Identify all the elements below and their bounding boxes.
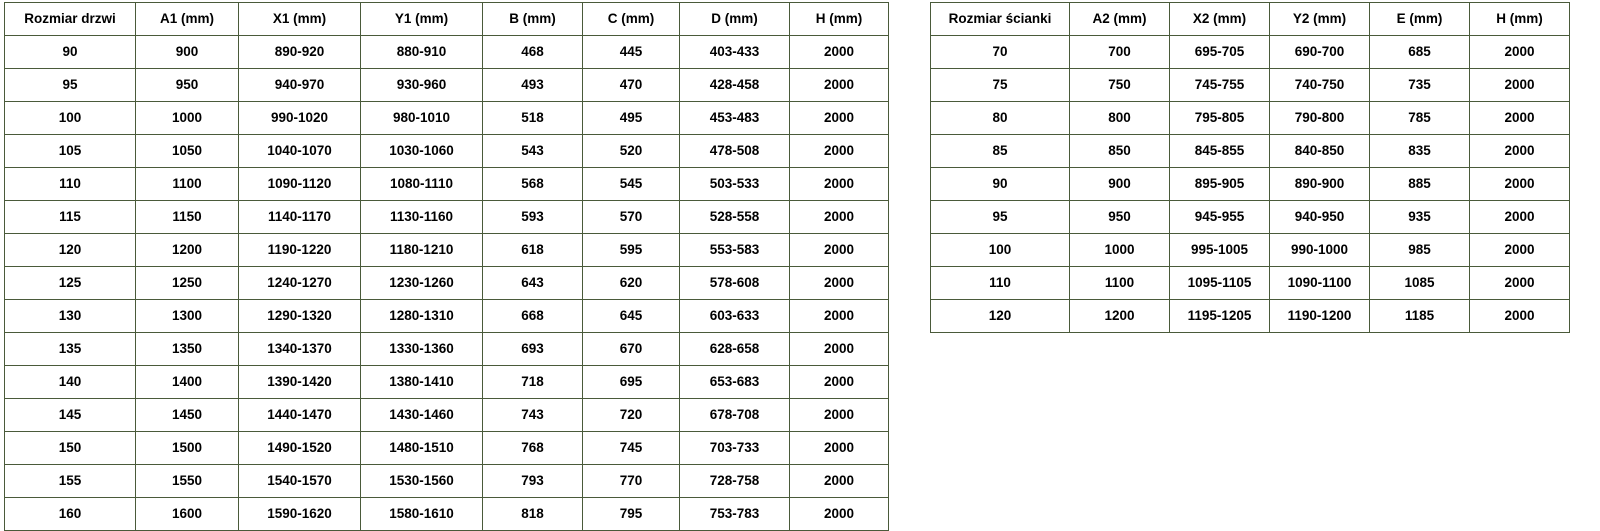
cell: 685	[1370, 36, 1470, 69]
cell: 543	[483, 135, 583, 168]
cell: 100	[931, 234, 1070, 267]
cell: 618	[483, 234, 583, 267]
cell: 1480-1510	[361, 432, 483, 465]
cell: 985	[1370, 234, 1470, 267]
cell: 1190-1200	[1270, 300, 1370, 333]
cell: 80	[931, 102, 1070, 135]
cell: 1095-1105	[1170, 267, 1270, 300]
cell: 1190-1220	[239, 234, 361, 267]
cell: 1050	[136, 135, 239, 168]
column-header-y1: Y1 (mm)	[361, 3, 483, 36]
cell: 593	[483, 201, 583, 234]
cell: 2000	[1470, 69, 1570, 102]
cell: 1090-1120	[239, 168, 361, 201]
column-header-rozmiar-scianki: Rozmiar ścianki	[931, 3, 1070, 36]
table-row	[5, 333, 889, 366]
cell: 1100	[1070, 267, 1170, 300]
cell: 495	[583, 102, 680, 135]
cell: 2000	[790, 267, 889, 300]
cell: 155	[5, 465, 136, 498]
table-row	[931, 69, 1570, 102]
cell: 850	[1070, 135, 1170, 168]
walls-dimensions-table-container	[930, 2, 1570, 333]
cell: 678-708	[680, 399, 790, 432]
column-header-x1: X1 (mm)	[239, 3, 361, 36]
cell: 950	[1070, 201, 1170, 234]
cell: 745-755	[1170, 69, 1270, 102]
cell: 1500	[136, 432, 239, 465]
column-header-rozmiar-drzwi: Rozmiar drzwi	[5, 3, 136, 36]
table-row	[5, 69, 889, 102]
column-header-a2: A2 (mm)	[1070, 3, 1170, 36]
cell: 70	[931, 36, 1070, 69]
cell: 2000	[790, 102, 889, 135]
table-row	[931, 168, 1570, 201]
table-row	[5, 168, 889, 201]
cell: 2000	[790, 201, 889, 234]
cell: 603-633	[680, 300, 790, 333]
cell: 890-920	[239, 36, 361, 69]
cell: 2000	[790, 465, 889, 498]
column-header-c: C (mm)	[583, 3, 680, 36]
column-header-d: D (mm)	[680, 3, 790, 36]
cell: 445	[583, 36, 680, 69]
cell: 890-900	[1270, 168, 1370, 201]
cell: 2000	[790, 399, 889, 432]
cell: 1550	[136, 465, 239, 498]
cell: 2000	[790, 432, 889, 465]
cell: 2000	[790, 135, 889, 168]
table-row	[5, 498, 889, 531]
cell: 1430-1460	[361, 399, 483, 432]
cell: 990-1020	[239, 102, 361, 135]
cell: 743	[483, 399, 583, 432]
table-row	[5, 465, 889, 498]
cell: 2000	[1470, 102, 1570, 135]
column-header-h: H (mm)	[1470, 3, 1570, 36]
table-row	[5, 102, 889, 135]
cell: 668	[483, 300, 583, 333]
cell: 1200	[136, 234, 239, 267]
cell: 880-910	[361, 36, 483, 69]
cell: 1030-1060	[361, 135, 483, 168]
cell: 1200	[1070, 300, 1170, 333]
cell: 528-558	[680, 201, 790, 234]
walls-table-header	[931, 3, 1570, 36]
cell: 1530-1560	[361, 465, 483, 498]
cell: 720	[583, 399, 680, 432]
cell: 1330-1360	[361, 333, 483, 366]
cell: 835	[1370, 135, 1470, 168]
walls-table-body	[931, 36, 1570, 333]
cell: 2000	[1470, 267, 1570, 300]
cell: 135	[5, 333, 136, 366]
cell: 1185	[1370, 300, 1470, 333]
cell: 2000	[1470, 234, 1570, 267]
doors-dimensions-table-container	[4, 2, 889, 531]
cell: 120	[5, 234, 136, 267]
cell: 900	[1070, 168, 1170, 201]
cell: 1400	[136, 366, 239, 399]
cell: 845-855	[1170, 135, 1270, 168]
cell: 818	[483, 498, 583, 531]
column-header-y2: Y2 (mm)	[1270, 3, 1370, 36]
cell: 468	[483, 36, 583, 69]
cell: 768	[483, 432, 583, 465]
cell: 125	[5, 267, 136, 300]
table-row	[5, 135, 889, 168]
table-row	[5, 234, 889, 267]
table-row	[931, 201, 1570, 234]
table-row	[931, 36, 1570, 69]
cell: 1090-1100	[1270, 267, 1370, 300]
cell: 105	[5, 135, 136, 168]
cell: 1600	[136, 498, 239, 531]
cell: 520	[583, 135, 680, 168]
cell: 980-1010	[361, 102, 483, 135]
cell: 1290-1320	[239, 300, 361, 333]
cell: 703-733	[680, 432, 790, 465]
table-row	[931, 135, 1570, 168]
column-header-a1: A1 (mm)	[136, 3, 239, 36]
cell: 1390-1420	[239, 366, 361, 399]
cell: 840-850	[1270, 135, 1370, 168]
table-row	[931, 234, 1570, 267]
cell: 645	[583, 300, 680, 333]
cell: 695-705	[1170, 36, 1270, 69]
cell: 800	[1070, 102, 1170, 135]
cell: 160	[5, 498, 136, 531]
cell: 693	[483, 333, 583, 366]
cell: 1195-1205	[1170, 300, 1270, 333]
cell: 2000	[790, 498, 889, 531]
cell: 995-1005	[1170, 234, 1270, 267]
cell: 1130-1160	[361, 201, 483, 234]
cell: 790-800	[1270, 102, 1370, 135]
cell: 95	[5, 69, 136, 102]
table-header-row	[931, 3, 1570, 36]
cell: 1490-1520	[239, 432, 361, 465]
cell: 695	[583, 366, 680, 399]
cell: 90	[5, 36, 136, 69]
cell: 2000	[790, 36, 889, 69]
cell: 718	[483, 366, 583, 399]
doors-table-header	[5, 3, 889, 36]
cell: 1180-1210	[361, 234, 483, 267]
cell: 690-700	[1270, 36, 1370, 69]
walls-dimensions-table	[930, 2, 1570, 333]
cell: 568	[483, 168, 583, 201]
cell: 753-783	[680, 498, 790, 531]
cell: 785	[1370, 102, 1470, 135]
cell: 140	[5, 366, 136, 399]
cell: 470	[583, 69, 680, 102]
cell: 453-483	[680, 102, 790, 135]
cell: 1000	[1070, 234, 1170, 267]
cell: 1040-1070	[239, 135, 361, 168]
cell: 503-533	[680, 168, 790, 201]
cell: 795-805	[1170, 102, 1270, 135]
cell: 75	[931, 69, 1070, 102]
cell: 1280-1310	[361, 300, 483, 333]
column-header-x2: X2 (mm)	[1170, 3, 1270, 36]
cell: 735	[1370, 69, 1470, 102]
cell: 100	[5, 102, 136, 135]
column-header-e: E (mm)	[1370, 3, 1470, 36]
cell: 428-458	[680, 69, 790, 102]
cell: 750	[1070, 69, 1170, 102]
cell: 700	[1070, 36, 1170, 69]
cell: 770	[583, 465, 680, 498]
table-row	[931, 102, 1570, 135]
table-header-row	[5, 3, 889, 36]
cell: 628-658	[680, 333, 790, 366]
cell: 620	[583, 267, 680, 300]
cell: 2000	[1470, 168, 1570, 201]
cell: 545	[583, 168, 680, 201]
cell: 1140-1170	[239, 201, 361, 234]
cell: 2000	[1470, 135, 1570, 168]
cell: 85	[931, 135, 1070, 168]
cell: 1085	[1370, 267, 1470, 300]
cell: 115	[5, 201, 136, 234]
table-row	[5, 432, 889, 465]
column-header-h: H (mm)	[790, 3, 889, 36]
cell: 940-950	[1270, 201, 1370, 234]
cell: 1000	[136, 102, 239, 135]
cell: 1250	[136, 267, 239, 300]
cell: 2000	[790, 168, 889, 201]
table-row	[931, 300, 1570, 333]
cell: 130	[5, 300, 136, 333]
cell: 110	[931, 267, 1070, 300]
cell: 2000	[1470, 36, 1570, 69]
cell: 578-608	[680, 267, 790, 300]
cell: 940-970	[239, 69, 361, 102]
doors-dimensions-table	[4, 2, 889, 531]
cell: 120	[931, 300, 1070, 333]
cell: 2000	[790, 366, 889, 399]
cell: 150	[5, 432, 136, 465]
cell: 728-758	[680, 465, 790, 498]
cell: 1350	[136, 333, 239, 366]
cell: 95	[931, 201, 1070, 234]
cell: 2000	[1470, 300, 1570, 333]
cell: 1150	[136, 201, 239, 234]
cell: 945-955	[1170, 201, 1270, 234]
cell: 570	[583, 201, 680, 234]
cell: 1240-1270	[239, 267, 361, 300]
table-row	[5, 366, 889, 399]
cell: 2000	[790, 333, 889, 366]
cell: 90	[931, 168, 1070, 201]
cell: 478-508	[680, 135, 790, 168]
table-row	[931, 267, 1570, 300]
cell: 403-433	[680, 36, 790, 69]
cell: 1100	[136, 168, 239, 201]
cell: 1450	[136, 399, 239, 432]
cell: 493	[483, 69, 583, 102]
cell: 643	[483, 267, 583, 300]
cell: 1580-1610	[361, 498, 483, 531]
cell: 1540-1570	[239, 465, 361, 498]
cell: 795	[583, 498, 680, 531]
cell: 745	[583, 432, 680, 465]
cell: 990-1000	[1270, 234, 1370, 267]
cell: 935	[1370, 201, 1470, 234]
cell: 1300	[136, 300, 239, 333]
cell: 930-960	[361, 69, 483, 102]
cell: 740-750	[1270, 69, 1370, 102]
column-header-b: B (mm)	[483, 3, 583, 36]
cell: 2000	[1470, 201, 1570, 234]
cell: 2000	[790, 234, 889, 267]
cell: 670	[583, 333, 680, 366]
cell: 1080-1110	[361, 168, 483, 201]
cell: 1440-1470	[239, 399, 361, 432]
cell: 793	[483, 465, 583, 498]
table-row	[5, 300, 889, 333]
table-row	[5, 267, 889, 300]
cell: 2000	[790, 69, 889, 102]
cell: 2000	[790, 300, 889, 333]
cell: 1380-1410	[361, 366, 483, 399]
cell: 885	[1370, 168, 1470, 201]
cell: 145	[5, 399, 136, 432]
cell: 1230-1260	[361, 267, 483, 300]
table-row	[5, 399, 889, 432]
cell: 653-683	[680, 366, 790, 399]
cell: 595	[583, 234, 680, 267]
cell: 553-583	[680, 234, 790, 267]
table-row	[5, 201, 889, 234]
cell: 1340-1370	[239, 333, 361, 366]
cell: 110	[5, 168, 136, 201]
cell: 1590-1620	[239, 498, 361, 531]
cell: 900	[136, 36, 239, 69]
cell: 895-905	[1170, 168, 1270, 201]
doors-table-body	[5, 36, 889, 531]
table-row	[5, 36, 889, 69]
cell: 518	[483, 102, 583, 135]
cell: 950	[136, 69, 239, 102]
